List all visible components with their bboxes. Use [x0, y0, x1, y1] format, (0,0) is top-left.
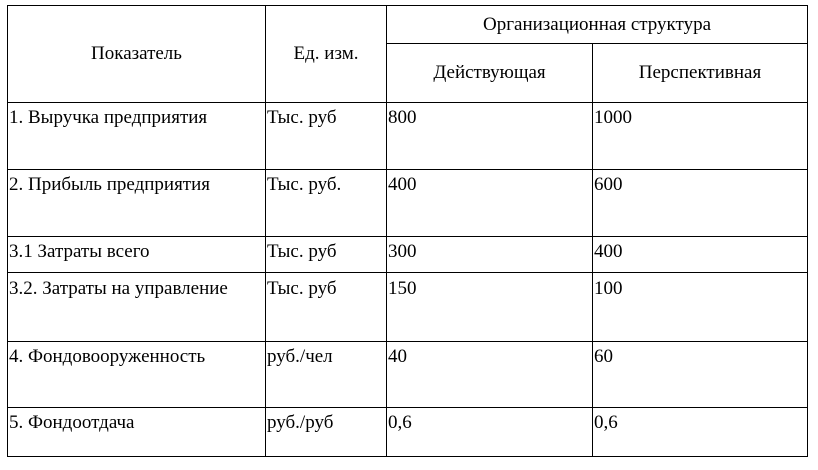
cell-prospective: 60 [593, 342, 808, 408]
cell-indicator: 3.2. Затраты на управление [8, 273, 266, 342]
header-indicator: Показатель [8, 6, 266, 103]
table-header-row [8, 6, 808, 44]
cell-current: 300 [387, 237, 593, 273]
table-row [8, 103, 808, 170]
cell-current: 800 [387, 103, 593, 170]
cell-prospective: 400 [593, 237, 808, 273]
table-row [8, 170, 808, 237]
header-org-structure: Организационная структура [387, 6, 808, 44]
table-row [8, 408, 808, 457]
cell-indicator: 3.1 Затраты всего [8, 237, 266, 273]
table-row [8, 342, 808, 408]
header-current: Действующая [387, 44, 593, 103]
cell-current: 0,6 [387, 408, 593, 457]
table-row [8, 273, 808, 342]
indicators-table [7, 5, 808, 457]
cell-indicator: 1. Выручка предприятия [8, 103, 266, 170]
cell-unit: руб./руб [266, 408, 387, 457]
cell-prospective: 0,6 [593, 408, 808, 457]
header-unit: Ед. изм. [266, 6, 387, 103]
cell-prospective: 1000 [593, 103, 808, 170]
cell-unit: Тыс. руб. [266, 170, 387, 237]
cell-prospective: 600 [593, 170, 808, 237]
cell-current: 150 [387, 273, 593, 342]
cell-prospective: 100 [593, 273, 808, 342]
cell-indicator: 4. Фондовооруженность [8, 342, 266, 408]
cell-indicator: 2. Прибыль предприятия [8, 170, 266, 237]
cell-unit: руб./чел [266, 342, 387, 408]
cell-current: 40 [387, 342, 593, 408]
cell-unit: Тыс. руб [266, 103, 387, 170]
header-prospective: Перспективная [593, 44, 808, 103]
cell-unit: Тыс. руб [266, 273, 387, 342]
cell-unit: Тыс. руб [266, 237, 387, 273]
cell-current: 400 [387, 170, 593, 237]
cell-indicator: 5. Фондоотдача [8, 408, 266, 457]
table-row [8, 237, 808, 273]
